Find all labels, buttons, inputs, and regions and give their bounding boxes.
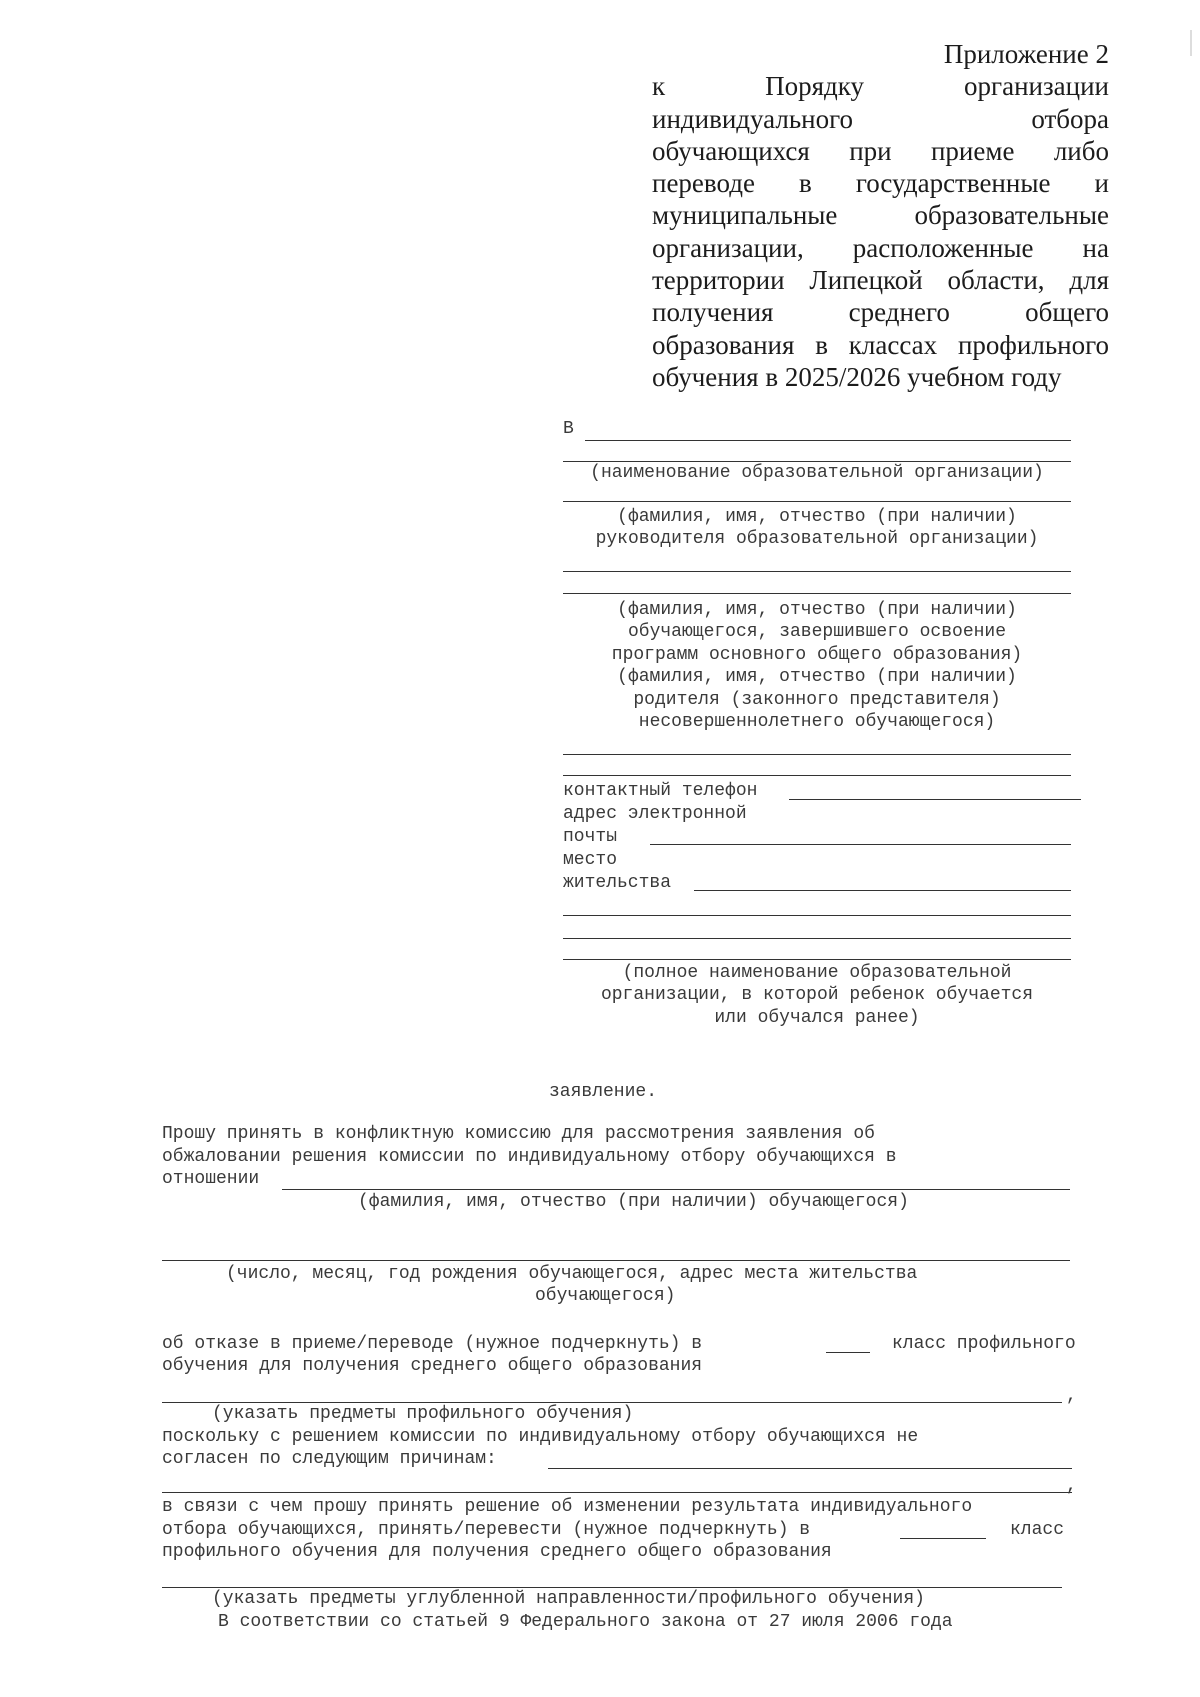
- addressee-block: [563, 418, 1071, 1029]
- caption-parent: родителя (законного представителя): [633, 689, 1001, 710]
- caption-prev-org: (полное наименование образовательной: [622, 962, 1012, 983]
- caption-head: (фамилия, имя, отчество (при наличии): [617, 506, 1017, 527]
- caption-org: (наименование образовательной организации): [590, 463, 1044, 483]
- caption-student: (фамилия, имя, отчество (при наличии): [617, 599, 1017, 620]
- caption-parent: несовершеннолетнего обучающегося): [638, 712, 996, 732]
- fio-field[interactable]: [282, 1189, 1070, 1190]
- head-name-field[interactable]: [563, 501, 1071, 502]
- appendix-line: обучающихся при приеме либо: [652, 135, 1109, 166]
- p4-line: в связи с чем прошу принять решение об изменении результата индивидуального: [162, 1497, 973, 1517]
- grade-field[interactable]: [826, 1352, 870, 1353]
- p4-line: профильного обучения для получения среднего общего образования: [162, 1542, 832, 1562]
- comma-mark: ,: [1066, 1476, 1077, 1496]
- student-name-field-2[interactable]: [563, 593, 1071, 594]
- parent-row-1: [563, 734, 1071, 757]
- caption-subjects: (указать предметы профильного обучения): [212, 1404, 634, 1424]
- parent-name-field-2[interactable]: [563, 775, 1071, 776]
- email-row-1: [563, 803, 1071, 826]
- caption-prev-org: организации, в которой ребенок обучается: [600, 985, 1034, 1005]
- p5-line: В соответствии со статьей 9 Федерального закона от 27 июля 2006 года: [218, 1612, 953, 1632]
- prev-org-row-1: [563, 918, 1071, 941]
- appendix-line: обучения в 2025/2026 учебном году: [652, 361, 1062, 392]
- student-row-1: [563, 551, 1071, 574]
- residence-label: жительства: [563, 872, 672, 893]
- phone-field[interactable]: [789, 799, 1081, 800]
- phone-label: контактный телефон: [563, 780, 758, 801]
- statement-title: заявление.: [549, 1082, 658, 1102]
- phone-row: [563, 780, 1071, 803]
- reasons-field-2[interactable]: [162, 1492, 1072, 1493]
- reasons-field[interactable]: [548, 1468, 1072, 1469]
- p1-line: обжаловании решения комиссии по индивидуальному отбору обучающихся в: [162, 1147, 897, 1167]
- residence-field-2[interactable]: [563, 915, 1071, 916]
- email-label: почты: [563, 826, 618, 847]
- caption-student: обучающегося, завершившего освоение: [627, 622, 1007, 642]
- p4-line: класс: [1010, 1520, 1065, 1540]
- appendix-line: переводе в государственные и: [652, 168, 1109, 199]
- student-row-2: [563, 574, 1071, 597]
- to-prefix: В: [563, 419, 574, 439]
- caption-student: программ основного общего образования): [611, 644, 1023, 665]
- residence-row-2: [563, 872, 1071, 895]
- scan-edge-mark: [1190, 30, 1192, 56]
- appendix-line: организации, расположенные на: [652, 232, 1109, 263]
- target-grade-field[interactable]: [900, 1538, 986, 1539]
- residence-label: место: [563, 849, 618, 870]
- parent-name-field[interactable]: [563, 754, 1071, 755]
- email-row-2: [563, 826, 1071, 849]
- parent-row-2: [563, 757, 1071, 780]
- appendix-header: [652, 38, 1109, 393]
- comma-mark: ,: [1066, 1386, 1077, 1406]
- prev-org-row-2: [563, 941, 1071, 962]
- prev-org-field[interactable]: [563, 938, 1071, 939]
- p2-line: обучения для получения среднего общего образования: [162, 1356, 703, 1376]
- caption-head: руководителя образовательной организации): [595, 529, 1039, 549]
- p2-line: об отказе в приеме/переводе (нужное подчеркнуть) в: [162, 1334, 703, 1354]
- p2-line: класс профильного: [892, 1334, 1076, 1354]
- org-row-2: [563, 441, 1071, 462]
- to-row: [563, 418, 1071, 441]
- caption-parent: (фамилия, имя, отчество (при наличии): [617, 667, 1017, 687]
- p3-line: согласен по следующим причинам:: [162, 1449, 497, 1469]
- birth-address-field[interactable]: [162, 1260, 1070, 1261]
- residence-row-1: [563, 849, 1071, 872]
- appendix-line: получения среднего общего: [652, 297, 1109, 328]
- appendix-line: образования в классах профильного: [652, 329, 1109, 360]
- caption-birth: (число, месяц, год рождения обучающегося, адрес места жительства: [226, 1264, 918, 1284]
- p3-line: поскольку с решением комиссии по индивидуальному отбору обучающихся не: [162, 1427, 919, 1447]
- p1-line: Прошу принять в конфликтную комиссию для рассмотрения заявления об: [162, 1124, 875, 1144]
- email-field[interactable]: [650, 844, 1071, 845]
- caption-fio: (фамилия, имя, отчество (при наличии) обучающегося): [358, 1192, 909, 1212]
- student-name-field[interactable]: [563, 571, 1071, 572]
- caption-birth: обучающегося): [535, 1286, 676, 1306]
- appendix-title: Приложение 2: [943, 39, 1109, 69]
- org-name-field-2[interactable]: [563, 461, 1071, 462]
- p4-line: отбора обучающихся, принять/перевести (нужное подчеркнуть) в: [162, 1520, 811, 1540]
- appendix-line: муниципальные образовательные: [652, 200, 1109, 231]
- residence-field[interactable]: [694, 890, 1071, 891]
- residence-row-3: [563, 895, 1071, 918]
- head-row: [563, 485, 1071, 503]
- caption-subjects-2: (указать предметы углубленной направленности/профильного обучения): [212, 1589, 925, 1609]
- email-label: адрес электронной: [563, 803, 747, 824]
- p1-line: отношении: [162, 1169, 260, 1189]
- prev-org-field-2[interactable]: [563, 959, 1071, 960]
- appendix-line: индивидуального отбора: [652, 103, 1109, 134]
- appendix-line: территории Липецкой области, для: [652, 265, 1109, 296]
- caption-prev-org: или обучался ранее): [714, 1007, 920, 1028]
- appendix-line: к Порядку организации: [652, 71, 1109, 102]
